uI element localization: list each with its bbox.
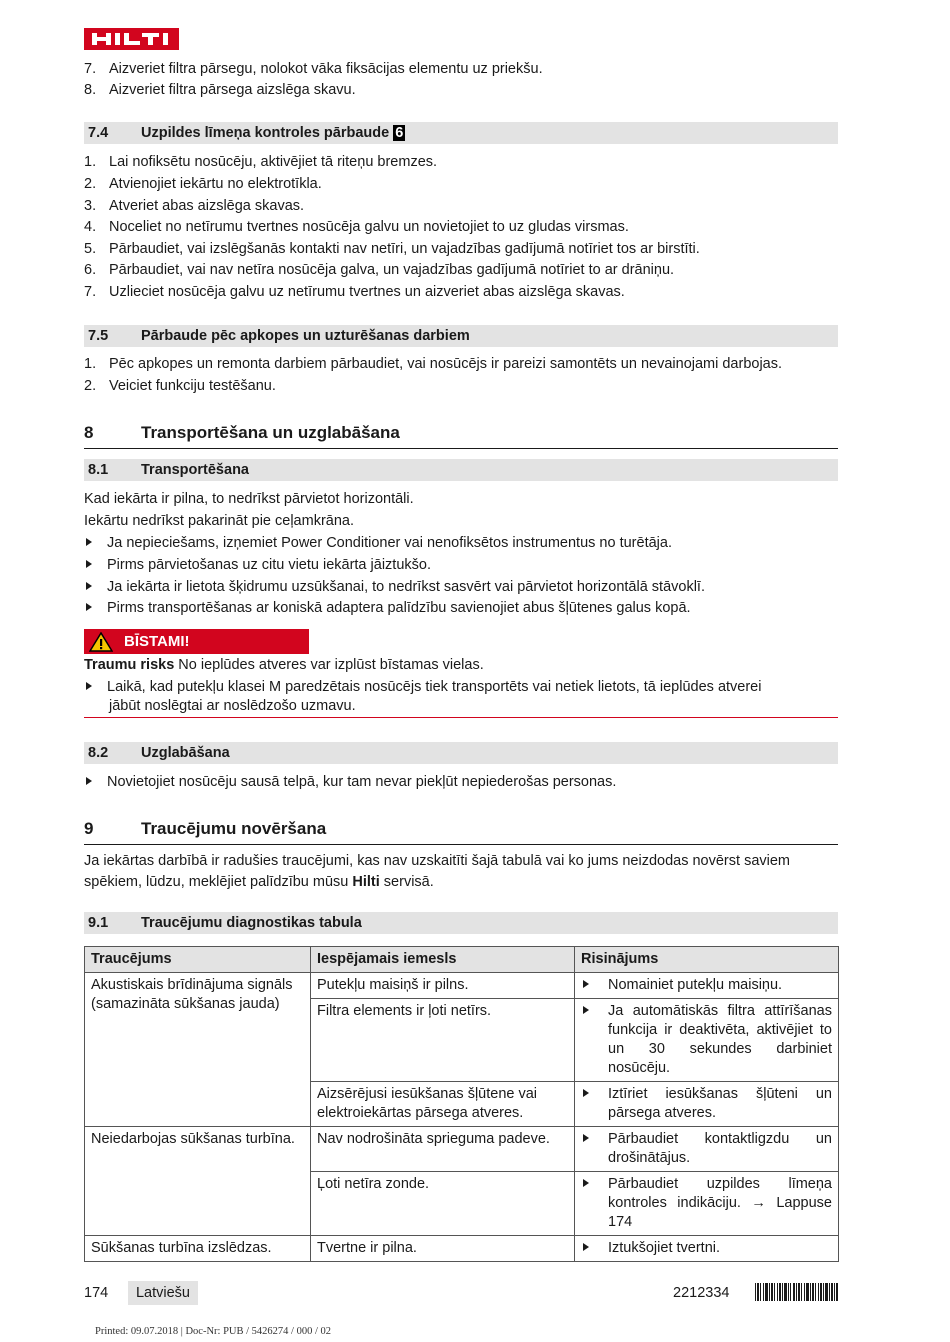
hilti-logo bbox=[84, 28, 179, 50]
bullet-arrow-icon bbox=[583, 980, 589, 988]
bullet-arrow-icon bbox=[86, 777, 92, 785]
section-heading-7-5: 7.5 Pārbaude pēc apkopes un uzturēšanas darbiem bbox=[84, 325, 838, 347]
fault-cell: Neiedarbojas sūkšanas turbīna. bbox=[85, 1127, 311, 1236]
bullet-arrow-icon bbox=[86, 538, 92, 546]
table-row bbox=[85, 1127, 839, 1172]
cause-cell: Putekļu maisiņš ir pilns. bbox=[311, 973, 575, 999]
section-heading-9-1: 9.1 Traucējumu diagnostikas tabula bbox=[84, 912, 838, 934]
danger-bullet: Laikā, kad putekļu klasei M paredzētais nosūcējs tiek transportēts vai netiek lietots, tā ieplūdes atverei bbox=[84, 677, 838, 697]
bullet-arrow-icon bbox=[583, 1089, 589, 1097]
table-header-row bbox=[85, 947, 839, 973]
table-row bbox=[85, 1236, 839, 1262]
list-item: 6. Pārbaudiet, vai nav netīra nosūcēja galva, un vajadzības gadījumā notīriet to ar drāniņu. bbox=[84, 262, 675, 278]
bullet-item: Ja nepieciešams, izņemiet Power Conditioner vai nenofiksētos instrumentus no turētāja. bbox=[84, 533, 838, 553]
list-item: 3. Atveriet abas aizslēga skavas. bbox=[84, 198, 305, 214]
bullet-arrow-icon bbox=[86, 682, 92, 690]
bullet-item: Ja iekārta ir lietota šķidrumu uzsūkšanai, to nedrīkst sasvērt vai pārvietot horizontālā stāvoklī. bbox=[84, 577, 838, 597]
column-header: Risinājums bbox=[575, 947, 839, 973]
list-item: 2. Veiciet funkciju testēšanu. bbox=[84, 378, 276, 394]
paragraph: Ja iekārtas darbībā ir radušies traucējumi, kas nav uzskaitīti šajā tabulā vai ko jums neizdodas novērst saviem bbox=[84, 853, 790, 869]
column-header: Traucējums bbox=[85, 947, 311, 973]
fault-cell: Akustiskais brīdinājuma signāls (samazināta sūkšanas jauda) bbox=[85, 973, 311, 1127]
cause-cell: Nav nodrošināta sprieguma padeve. bbox=[311, 1127, 575, 1172]
column-header: Iespējamais iemesls bbox=[311, 947, 575, 973]
bullet-arrow-icon bbox=[86, 560, 92, 568]
bullet-arrow-icon bbox=[583, 1006, 589, 1014]
section-title: Uzpildes līmeņa kontroles pārbaude bbox=[141, 125, 390, 141]
bullet-arrow-icon bbox=[583, 1243, 589, 1251]
cause-cell: Tvertne ir pilna. bbox=[311, 1236, 575, 1262]
bullet-arrow-icon bbox=[583, 1179, 589, 1187]
list-item: 2. Atvienojiet iekārtu no elektrotīkla. bbox=[84, 176, 322, 192]
page-number: 174 bbox=[84, 1285, 109, 1301]
chapter-heading-9: 9 Traucējumu novēršana bbox=[84, 817, 838, 845]
bullet-arrow-icon bbox=[86, 603, 92, 611]
list-item: 1. Lai nofiksētu nosūcēju, aktivējiet tā riteņu bremzes. bbox=[84, 154, 438, 170]
danger-bullet-continuation: jābūt noslēgtai ar noslēdzošo uzmavu. bbox=[109, 698, 356, 714]
solution-cell: Ja automātiskās filtra attīrīšanas funkcija ir deaktivēta, aktivējiet to un 30 sekundes darbiniet nosūcēju. bbox=[575, 999, 839, 1082]
section-heading-7-4: 7.4 Uzpildes līmeņa kontroles pārbaude 6 bbox=[84, 122, 838, 144]
bullet-item: Pirms pārvietošanas uz citu vietu iekārta jāiztukšo. bbox=[84, 555, 838, 575]
danger-end-rule bbox=[84, 717, 838, 718]
cause-cell: Filtra elements ir ļoti netīrs. bbox=[311, 999, 575, 1082]
bullet-arrow-icon bbox=[583, 1134, 589, 1142]
hilti-logo-mark bbox=[84, 28, 179, 50]
solution-cell: Pārbaudiet uzpildes līmeņa kontroles indikāciju. → Lappuse 174 bbox=[575, 1172, 839, 1236]
bullet-item: Novietojiet nosūcēju sausā telpā, kur tam nevar piekļūt nepiederošas personas. bbox=[84, 772, 838, 792]
solution-cell: Iztīriet iesūkšanas šļūteni un pārsega atveres. bbox=[575, 1082, 839, 1127]
chapter-heading-8: 8 Transportēšana un uzglabāšana bbox=[84, 421, 838, 449]
document-code: 2212334 bbox=[673, 1285, 730, 1301]
list-item: 1. Pēc apkopes un remonta darbiem pārbaudiet, vai nosūcējs ir pareizi samontēts un nevainojami darbojas. bbox=[84, 356, 783, 372]
barcode-icon bbox=[755, 1283, 838, 1301]
solution-cell: Nomainiet putekļu maisiņu. bbox=[575, 973, 839, 999]
bullet-item: Pirms transportēšanas ar koniskā adaptera palīdzību savienojiet abus šļūtenes galus kopā. bbox=[84, 598, 838, 618]
bullet-arrow-icon bbox=[86, 582, 92, 590]
solution-cell: Pārbaudiet kontaktligzdu un drošinātājus. bbox=[575, 1127, 839, 1172]
table-row bbox=[85, 973, 839, 999]
language-tab: Latviešu bbox=[128, 1281, 198, 1305]
print-info: Printed: 09.07.2018 | Doc-Nr: PUB / 5426274 / 000 / 02 bbox=[95, 1326, 332, 1337]
cause-cell: Aizsērējusi iesūkšanas šļūtene vai elektroiekārtas pārsega atveres. bbox=[311, 1082, 575, 1127]
section-heading-8-1: 8.1 Transportēšana bbox=[84, 459, 838, 481]
figure-ref-badge: 6 bbox=[395, 125, 404, 141]
step-7: 7. Aizveriet filtra pārsegu, nolokot vāka fiksācijas elementu uz priekšu. bbox=[84, 61, 543, 77]
paragraph: Iekārtu nedrīkst pakarināt pie ceļamkrāna. bbox=[84, 513, 354, 529]
step-8: 8. Aizveriet filtra pārsega aizslēga skavu. bbox=[84, 82, 356, 98]
paragraph: Kad iekārta ir pilna, to nedrīkst pārvietot horizontāli. bbox=[84, 491, 414, 507]
section-heading-8-2: 8.2 Uzglabāšana bbox=[84, 742, 838, 764]
fault-cell: Sūkšanas turbīna izslēdzas. bbox=[85, 1236, 311, 1262]
list-item: 4. Noceliet no netīrumu tvertnes nosūcēja galvu un novietojiet to uz gludas virsmas. bbox=[84, 219, 629, 235]
list-item: 5. Pārbaudiet, vai izslēgšanās kontakti nav netīri, un vajadzības gadījumā notīriet tos ar birstīti. bbox=[84, 241, 700, 257]
warning-triangle-icon bbox=[89, 632, 113, 652]
danger-label: BĪSTAMI! bbox=[84, 629, 309, 654]
list-item: 7. Uzlieciet nosūcēja galvu uz netīrumu tvertnes un aizveriet abas aizslēga skavas. bbox=[84, 284, 625, 300]
cause-cell: Ļoti netīra zonde. bbox=[311, 1172, 575, 1236]
diagnostics-table bbox=[84, 946, 839, 1262]
danger-risk-text: Traumu risks No ieplūdes atveres var izplūst bīstamas vielas. bbox=[84, 657, 484, 673]
paragraph: spēkiem, lūdzu, meklējiet palīdzību mūsu Hilti servisā. bbox=[84, 874, 434, 890]
solution-cell: Iztukšojiet tvertni. bbox=[575, 1236, 839, 1262]
